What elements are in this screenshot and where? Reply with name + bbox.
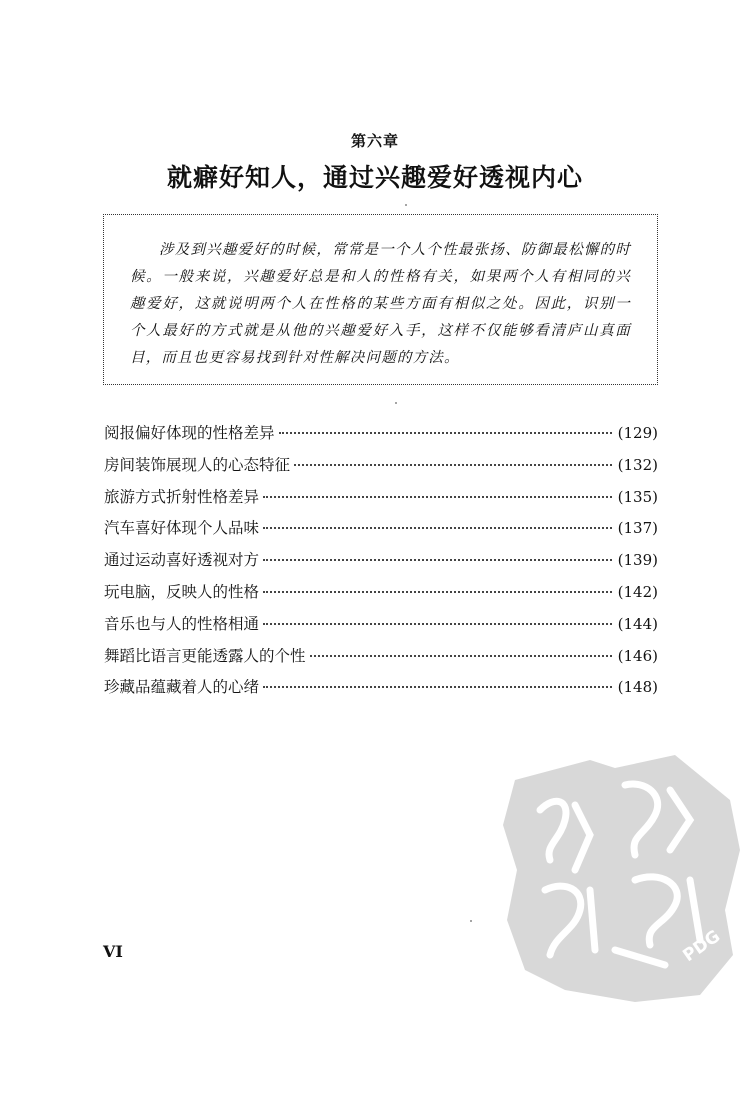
toc-item[interactable] [104,485,658,517]
toc-item[interactable] [104,580,658,612]
toc-item-page: (144) [617,614,658,633]
toc-dot-leader [263,686,612,688]
seal-pdg-text: PDG [679,926,725,967]
intro-box [103,214,658,385]
toc-dot-leader [263,496,612,498]
toc-item-title: 房间装饰展现人的心态特征 [104,455,291,474]
toc-item[interactable] [104,644,658,676]
table-of-contents [104,421,658,707]
toc-item-title: 玩电脑，反映人的性格 [104,582,260,601]
toc-item-page: (146) [617,646,658,665]
toc-item-page: (142) [617,582,658,601]
toc-dot-leader [310,655,612,657]
scan-speck [470,920,472,922]
toc-item-title: 阅报偏好体现的性格差异 [104,424,275,442]
toc-item-page: (148) [617,678,658,697]
toc-dot-leader [263,591,612,593]
toc-item[interactable] [104,612,658,644]
scan-speck [395,402,397,404]
pdg-seal-watermark [495,740,745,1010]
toc-item-title: 舞蹈比语言更能透露人的个性 [104,646,306,665]
toc-item[interactable] [104,453,658,485]
scan-speck [405,204,407,206]
toc-item-page: (132) [617,455,658,474]
seal-shape [503,755,740,1002]
intro-text: 涉及到兴趣爱好的时候，常常是一个人个性最张扬、防御最松懈的时候。一般来说，兴趣爱好总是和人的性格有关，如果两个人有相同的兴趣爱好，这就说明两个人在性格的某些方面有相似之处。因此，识别一个人最好的方式就是从他的兴趣爱好入手，这样不仅能够看清庐山真面目，而且也更容易找到针对性解决问题的方法。 [130,242,631,366]
toc-item-title: 通过运动喜好透视对方 [104,551,260,570]
toc-item-page: (135) [617,487,658,506]
toc-dot-leader [263,527,612,529]
toc-item-title: 汽车喜好体现个人品味 [104,519,260,538]
toc-dot-leader [279,432,612,434]
toc-dot-leader [263,559,612,561]
toc-item-page: (129) [617,424,658,442]
chapter-title: 就癖好知人，通过兴趣爱好透视内心 [166,163,583,192]
toc-dot-leader [263,623,612,625]
toc-item-page: (139) [617,551,658,570]
toc-dot-leader [294,464,612,466]
toc-item[interactable] [104,421,658,453]
toc-item-title: 珍藏品蕴藏着人的心绪 [104,678,260,697]
chapter-label: 第六章 [350,132,399,150]
toc-item[interactable] [104,516,658,548]
page-number: VI [103,942,123,961]
toc-item-title: 音乐也与人的性格相通 [104,614,260,633]
toc-item[interactable] [104,675,658,707]
toc-item-title: 旅游方式折射性格差异 [104,487,260,506]
toc-item-page: (137) [617,519,658,538]
toc-item[interactable] [104,548,658,580]
